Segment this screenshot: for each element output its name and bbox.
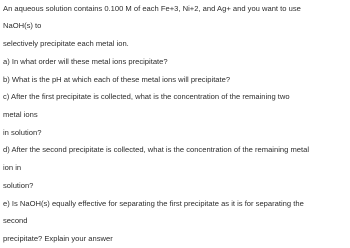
question-part-c-line-3: in solution? xyxy=(3,128,42,137)
question-part-d-line-3: solution? xyxy=(3,181,34,190)
question-intro-line-2: NaOH(s) to xyxy=(3,21,42,30)
question-part-c-line-2: metal ions xyxy=(3,110,38,119)
question-part-d-line-1: d) After the second precipitate is collected, what is the concentration of the remaining metal xyxy=(3,145,310,154)
question-part-d-line-2: ion in xyxy=(3,163,22,172)
question-part-e-line-1: e) Is NaOH(s) equally effective for separating the first precipitate as it is for separating the xyxy=(3,199,304,208)
question-part-a: a) In what order will these metal ions precipitate? xyxy=(3,57,168,66)
question-part-c-line-1: c) After the first precipitate is collected, what is the concentration of the remaining two xyxy=(3,92,290,101)
question-part-b: b) What is the pH at which each of these metal ions will precipitate? xyxy=(3,75,231,84)
question-part-e-line-2: second xyxy=(3,216,28,225)
question-part-e-line-3: precipitate? Explain your answer xyxy=(3,234,113,243)
question-intro-line-3: selectively precipitate each metal ion. xyxy=(3,39,129,48)
question-intro-line-1: An aqueous solution contains 0.100 M of each Fe+3, Ni+2, and Ag+ and you want to use xyxy=(3,4,301,13)
